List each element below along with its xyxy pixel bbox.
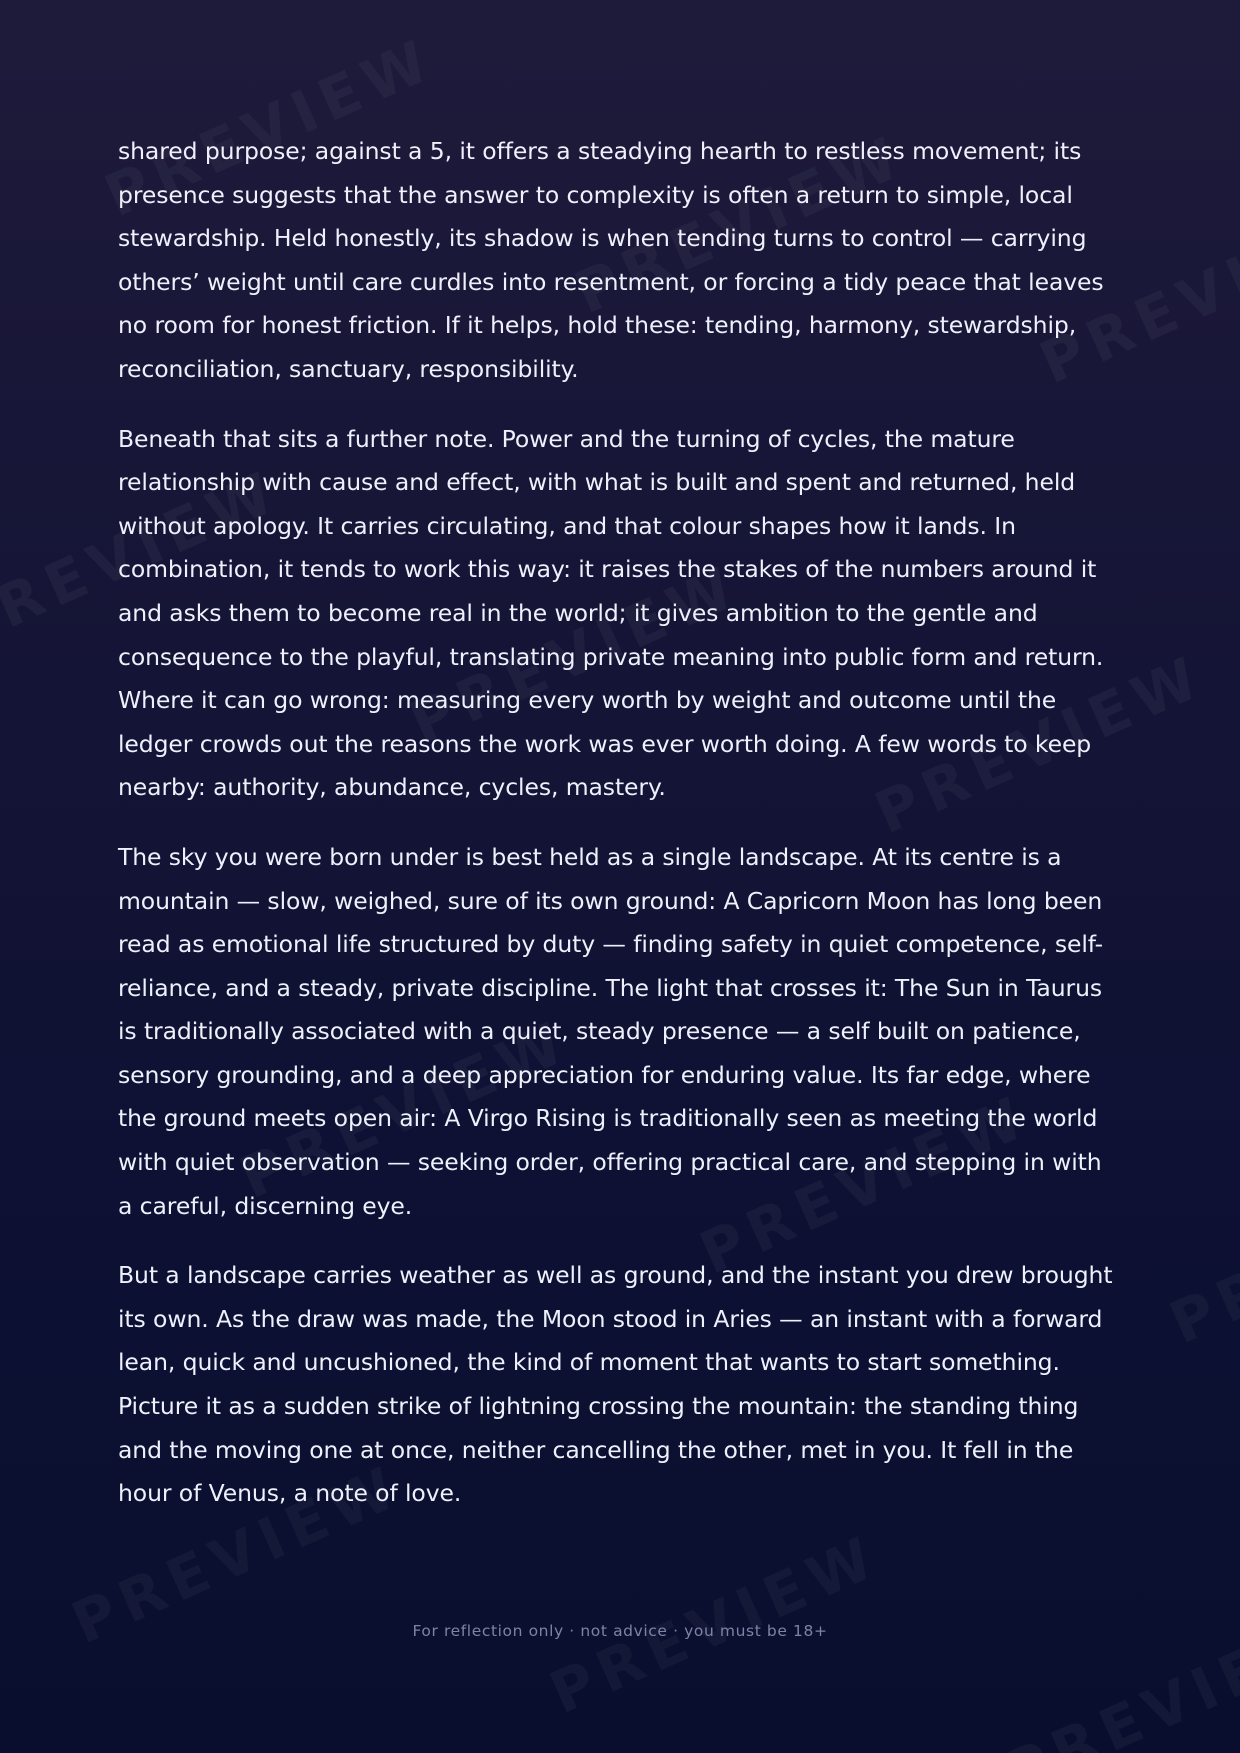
paragraph-shadow-of-tending: shared purpose; against a 5, it offers a steadying hearth to restless movement; its presence suggests that the answer to complexity is often a return to simple, local stewardship. Held honestly, its shadow is when tending turns to control — carrying others’ weight until care curdles into resentment, or forcing a tidy peace that leaves no room for honest friction. If it helps, hold these: tending, harmony, stewardship, reconciliation, sanctuary, responsibility. [118, 137, 1104, 383]
paragraph-draw-weather: But a landscape carries weather as well as ground, and the instant you drew brought its own. As the draw was made, the Moon stood in Aries — an instant with a forward lean, quick and uncushioned, the kind of moment that wants to start something. Picture it as a sudden strike of lightning crossing the mountain: the standing thing and the moving one at once, neither cancelling the other, met in you. It fell in the hour of Venus, a note of love. [118, 1261, 1113, 1508]
paragraph-further-note: Beneath that sits a further note. Power and the turning of cycles, the mature relationship with cause and effect, with what is built and spent and returned, held without apology. It carries circulating, and that colour shapes how it lands. In combination, it tends to work this way: it raises the stakes of the numbers around it and asks them to become real in the world; it gives ambition to the gentle and consequence to the playful, translating private meaning into public form and return. Where it can go wrong: measuring every worth by weight and outcome until the ledger crowds out the reasons the work was ever worth doing. A few words to keep nearby: authority, abundance, cycles, mastery. [118, 424, 1104, 802]
preview-watermark [1160, 1151, 1240, 1357]
reading-body [118, 130, 1122, 1542]
disclaimer-footer: For reflection only · not advice · you must be 18+ [412, 1622, 828, 1640]
paragraph-birth-sky-landscape: The sky you were born under is best held as a single landscape. At its centre is a mountain — slow, weighed, sure of its own ground: A Capricorn Moon has long been read as emotional life structured by duty — finding safety in quiet competence, self-reliance, and a steady, private discipline. The light that crosses it: The Sun in Taurus is traditionally associated with a quiet, steady presence — a self built on patience, sensory grounding, and a deep appreciation for enduring value. Its far edge, where the ground meets open air: A Virgo Rising is traditionally seen as meeting the world with quiet observation — seeking order, offering practical care, and stepping in with a careful, discerning eye. [118, 842, 1104, 1220]
